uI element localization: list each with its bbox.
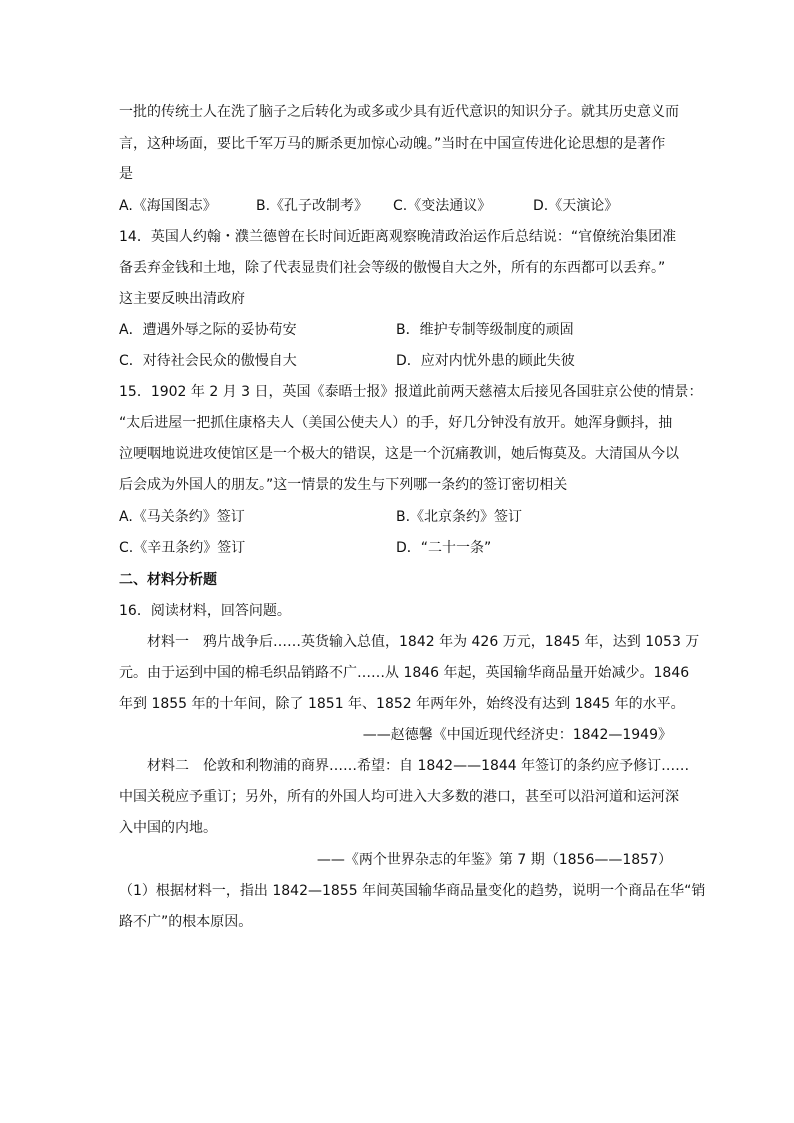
q14-option-a: A．遭遇外辱之际的妥协苟安: [119, 322, 297, 338]
q16-material1-line-1: 材料一 鸦片战争后……英货输入总值，1842 年为 426 万元，1845 年，达到 1053 万: [147, 634, 700, 650]
q15-text-line-1: 15．1902 年 2 月 3 日，英国《泰晤士报》报道此前两天慈禧太后接见各国驻京公使的情景：: [119, 384, 703, 400]
q14-text-line-2: 备丢弃金钱和土地，除了代表显贵们社会等级的傲慢自大之外，所有的东西都可以丢弃。”: [119, 260, 666, 276]
q13-text-line-1: 一批的传统士人在洗了脑子之后转化为或多或少具有近代意识的知识分子。就其历史意义而: [119, 104, 679, 120]
section-heading: 二、材料分析题: [119, 572, 217, 588]
q14-option-b: B．维护专制等级制度的顽固: [396, 322, 574, 338]
q16-material1-source: ——赵德馨《中国近现代经济史：1842—1949》: [362, 727, 672, 743]
q15-text-line-2: “太后进屋一把抓住康格夫人（美国公使夫人）的手，好几分钟没有放开。她浑身颤抖，抽: [119, 415, 673, 431]
q13-option-c: C.《变法通议》: [393, 198, 492, 214]
q13-option-d: D.《天演论》: [533, 198, 619, 214]
q13-text-line-2: 言，这种场面，要比千军万马的厮杀更加惊心动魄。”当时在中国宣传进化论思想的是著作: [119, 136, 666, 152]
q16-question1-line-2: 路不广”的根本原因。: [119, 914, 253, 930]
q15-option-b: B.《北京条约》签订: [396, 509, 523, 525]
q15-option-d: D．“二十一条”: [396, 540, 492, 556]
q16-material2-line-3: 入中国的内地。: [119, 820, 217, 836]
q14-text-line-1: 14．英国人约翰・濮兰德曾在长时间近距离观察晚清政治运作后总结说：“官僚统治集团准: [119, 229, 677, 245]
q15-text-line-4: 后会成为外国人的朋友。”这一情景的发生与下列哪一条约的签订密切相关: [119, 477, 568, 493]
q15-option-c: C.《辛丑条约》签订: [119, 540, 246, 556]
q16-material2-source: ——《两个世界杂志的年鉴》第 7 期（1856——1857）: [316, 852, 672, 868]
q13-text-line-3: 是: [119, 166, 133, 182]
q13-option-a: A.《海国图志》: [119, 198, 217, 214]
q14-text-line-3: 这主要反映出清政府: [119, 291, 245, 307]
q14-option-d: D．应对内忧外患的顾此失彼: [396, 353, 575, 369]
q16-material2-line-1: 材料二 伦敦和利物浦的商界……希望：自 1842——1844 年签订的条约应予修订……: [147, 758, 690, 774]
q15-option-a: A.《马关条约》签订: [119, 509, 245, 525]
q13-option-b: B.《孔子改制考》: [256, 198, 369, 214]
q16-intro: 16．阅读材料，回答问题。: [119, 603, 291, 619]
q16-material2-line-2: 中国关税应予重订；另外，所有的外国人均可进入大多数的港口，甚至可以沿河道和运河深: [119, 789, 679, 805]
q15-text-line-3: 泣哽咽地说进攻使馆区是一个极大的错误，这是一个沉痛教训，她后悔莫及。大清国从今以: [119, 446, 679, 462]
q16-material1-line-2: 元。由于运到中国的棉毛织品销路不广……从 1846 年起，英国输华商品量开始减少。1846: [119, 665, 690, 681]
q16-material1-line-3: 年到 1855 年的十年间，除了 1851 年、1852 年两年外，始终没有达到 1845 年的水平。: [119, 696, 685, 712]
q14-option-c: C．对待社会民众的傲慢自大: [119, 353, 297, 369]
q16-question1-line-1: （1）根据材料一，指出 1842—1855 年间英国输华商品量变化的趋势，说明一个商品在华“销: [119, 883, 706, 899]
